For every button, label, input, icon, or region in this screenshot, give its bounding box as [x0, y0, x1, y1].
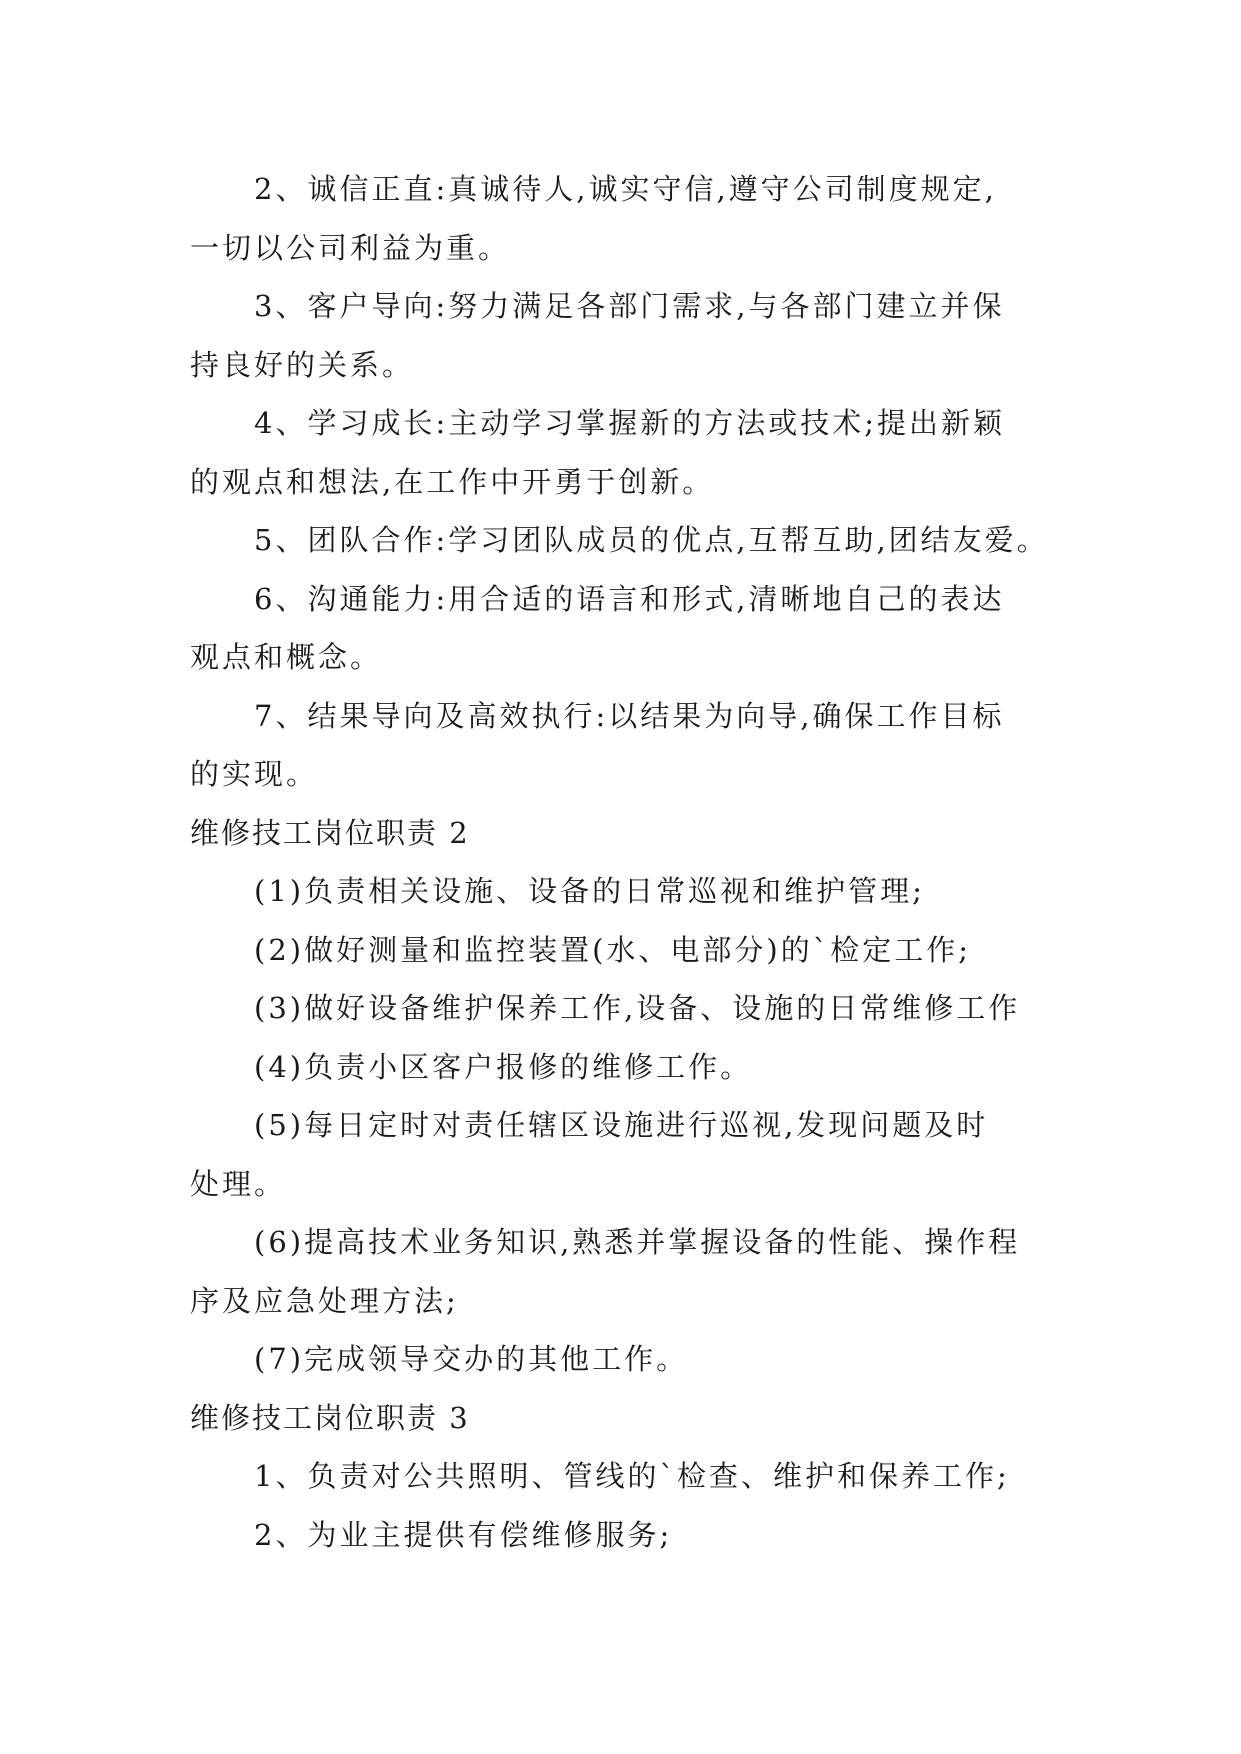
text-line: 序及应急处理方法;	[190, 1283, 459, 1318]
text-line: 2、为业主提供有偿维修服务;	[254, 1517, 673, 1552]
text-line: 6、沟通能力:用合适的语言和形式,清晰地自己的表达	[254, 581, 1005, 616]
text-line: 1、负责对公共照明、管线的`检查、维护和保养工作;	[254, 1459, 1010, 1493]
text-line: 持良好的关系。	[190, 347, 415, 382]
text-line: (6)提高技术业务知识,熟悉并掌握设备的性能、操作程	[254, 1225, 1021, 1259]
text-line: 观点和概念。	[190, 640, 383, 674]
text-line: (7)完成领导交办的其他工作。	[254, 1342, 689, 1376]
section-heading: 维修技工岗位职责 2	[190, 815, 470, 850]
text-line: 一切以公司利益为重。	[190, 230, 511, 265]
text-line: (4)负责小区客户报修的维修工作。	[254, 1049, 753, 1084]
text-line: (3)做好设备维护保养工作,设备、设施的日常维修工作	[254, 991, 1021, 1025]
text-line: 5、团队合作:学习团队成员的优点,互帮互助,团结友爱。	[254, 523, 1049, 557]
text-line: (1)负责相关设施、设备的日常巡视和维护管理;	[254, 874, 925, 908]
text-line: 3、客户导向:努力满足各部门需求,与各部门建立并保	[254, 289, 1005, 323]
text-line: 7、结果导向及高效执行:以结果为向导,确保工作目标	[254, 698, 1005, 733]
text-line: 处理。	[190, 1166, 287, 1201]
text-line: 的实现。	[190, 757, 319, 791]
text-line: 的观点和想法,在工作中开勇于创新。	[190, 464, 715, 499]
section-heading: 维修技工岗位职责 3	[190, 1400, 470, 1435]
document-body	[190, 160, 1050, 1564]
text-line: (5)每日定时对责任辖区设施进行巡视,发现问题及时	[254, 1108, 989, 1142]
text-line: 4、学习成长:主动学习掌握新的方法或技术;提出新颖	[254, 406, 1005, 440]
text-line: 2、诚信正直:真诚待人,诚实守信,遵守公司制度规定,	[254, 172, 997, 206]
text-line: (2)做好测量和监控装置(水、电部分)的`检定工作;	[254, 932, 971, 967]
